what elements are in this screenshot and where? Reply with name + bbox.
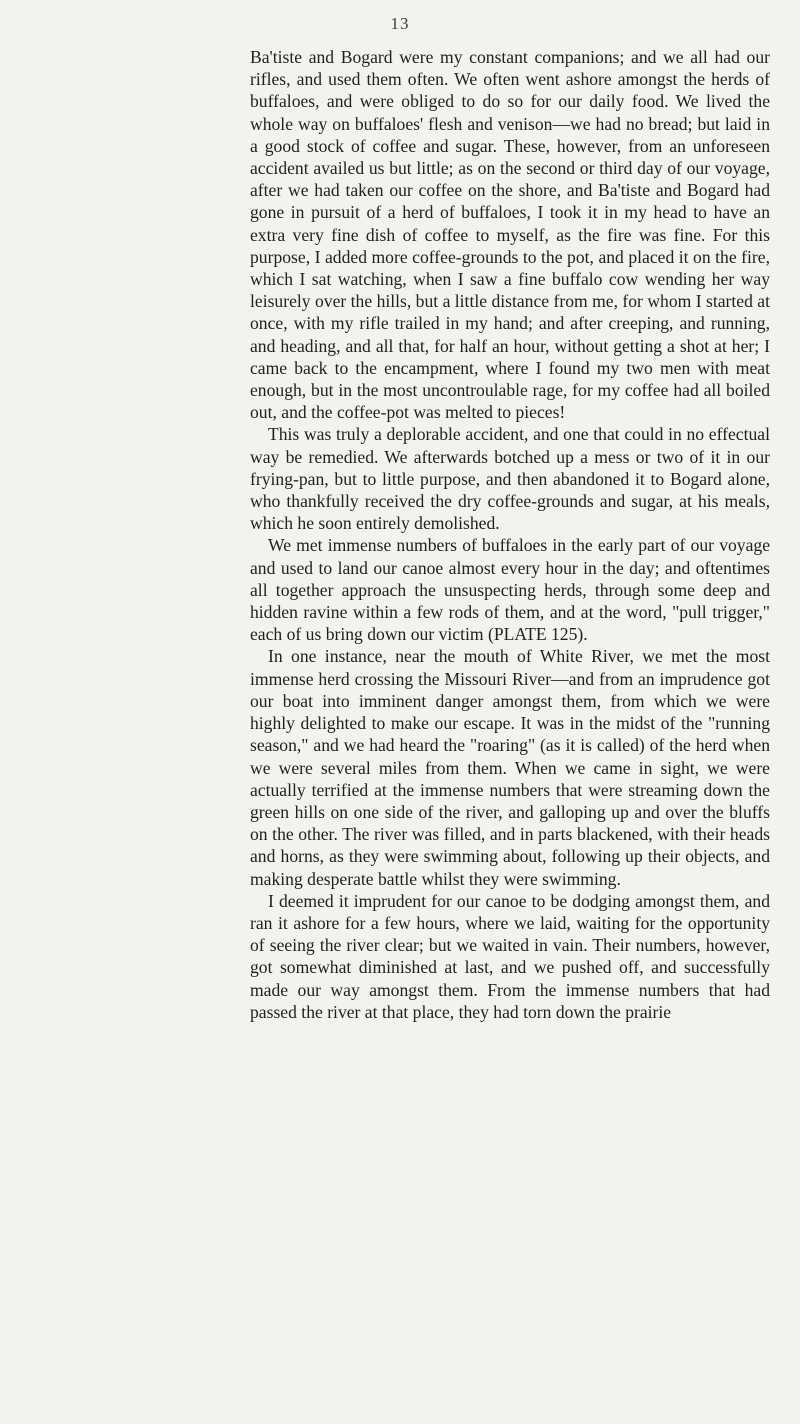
page-number: 13: [390, 14, 410, 33]
paragraph-1: Ba'tiste and Bogard were my constant companions; and we all had our rifles, and used them often. We often went ashore amongst the herds of buffaloes, and were obliged to do so for our daily food. We lived the whole way on buffaloes' flesh and venison—we had no bread; but laid in a good stock of coffee and sugar. These, however, from an unforeseen accident availed us but little; as on the second or third day of our voyage, after we had taken our coffee on the shore, and Ba'tiste and Bogard had gone in pursuit of a herd of buffaloes, I took it in my head to have an extra very fine dish of coffee to myself, as the fire was fine. For this purpose, I added more coffee-grounds to the pot, and placed it on the fire, which I sat watching, when I saw a fine buffalo cow wending her way leisurely over the hills, but a little distance from me, for whom I started at once, with my rifle trailed in my hand; and after creeping, and running, and heading, and all that, for half an hour, without getting a shot at her; I came back to the encampment, where I found my two men with meat enough, but in the most uncontroulable rage, for my coffee had all boiled out, and the coffee-pot was melted to pieces!: [250, 47, 770, 423]
paragraph-5: I deemed it imprudent for our canoe to be dodging amongst them, and ran it ashore for a few hours, where we laid, waiting for the opportunity of seeing the river clear; but we waited in vain. Their numbers, however, got somewhat diminished at last, and we pushed off, and successfully made our way amongst them. From the immense numbers that had passed the river at that place, they had torn down the prairie: [250, 890, 770, 1022]
page-body-text: [250, 46, 770, 1023]
paragraph-3: We met immense numbers of buffaloes in the early part of our voyage and used to land our canoe almost every hour in the day; and oftentimes all together approach the unsuspecting herds, through some deep and hidden ravine within a few rods of them, and at the word, "pull trigger," each of us bring down our victim (PLATE 125).: [250, 535, 770, 645]
paragraph-4: In one instance, near the mouth of White River, we met the most immense herd crossing the Missouri River—and from an imprudence got our boat into imminent danger amongst them, from which we were highly delighted to make our escape. It was in the midst of the "running season," and we had heard the "roaring" (as it is called) of the herd when we were several miles from them. When we came in sight, we were actually terrified at the immense numbers that were streaming down the green hills on one side of the river, and galloping up and over the bluffs on the other. The river was filled, and in parts blackened, with their heads and horns, as they were swimming about, following up their objects, and making desperate battle whilst they were swimming.: [250, 646, 770, 889]
paragraph-2: This was truly a deplorable accident, and one that could in no effectual way be remedied. We afterwards botched up a mess or two of it in our frying-pan, but to little purpose, and then abandoned it to Bogard alone, who thankfully received the dry coffee-grounds and sugar, at his meals, which he soon entirely demolished.: [250, 424, 770, 534]
